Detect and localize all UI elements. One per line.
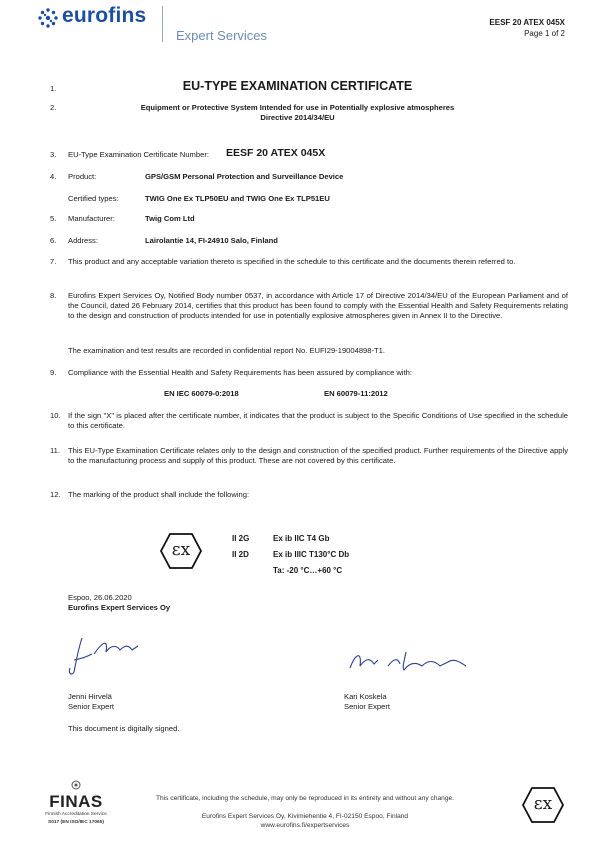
standard-2: EN 60079-11:2012 — [324, 389, 388, 398]
marking-group-1: II 2G — [232, 534, 250, 543]
division-name: Expert Services — [176, 28, 268, 43]
marking-group-2: II 2D — [232, 550, 249, 559]
eurofins-logo — [38, 4, 160, 30]
paragraph-8: Eurofins Expert Services Oy, Notified Body number 0537, in accordance with Article 17 of Directive 2014/34/EU of the European Parliament and of the Council, dated 26 February 2014, certifies that this product has been found to comply with the Essential Health and Safety Requirements relating to the design and construction of products intended for use in potentially explosive atmospheres given in Annex II to the Directive. — [68, 291, 568, 320]
signing-organisation: Eurofins Expert Services Oy — [68, 603, 171, 612]
item-number: 6. — [50, 236, 57, 245]
types-value: TWIG One Ex TLP50EU and TWIG One Ex TLP51EU — [145, 194, 330, 203]
paragraph-9: Compliance with the Essential Health and Safety Requirements has been assured by compliance with: — [68, 368, 413, 377]
page-title: EU-TYPE EXAMINATION CERTIFICATE — [182, 79, 413, 93]
paragraph-12: The marking of the product shall include the following: — [68, 490, 250, 499]
manufacturer-label: Manufacturer: — [68, 214, 115, 223]
signatory-1-title: Senior Expert — [68, 702, 115, 711]
finas-logo — [36, 780, 116, 836]
brand-name: eurofins — [62, 4, 147, 27]
item-number: 9. — [50, 368, 57, 377]
footer-website[interactable]: www.eurofins.fi/expertservices — [260, 822, 350, 829]
marking-code-2: Ex ib IIIC T130°C Db — [273, 550, 350, 559]
ex-symbol-text: εx — [171, 540, 191, 560]
header-cert-ref: EESF 20 ATEX 045X — [489, 18, 565, 27]
product-label: Product: — [68, 172, 97, 181]
cert-number-value: EESF 20 ATEX 045X — [226, 147, 326, 159]
item-number: 11. — [50, 446, 60, 455]
cert-number-label: EU-Type Examination Certificate Number: — [68, 150, 209, 159]
item-number: 8. — [50, 291, 57, 300]
paragraph-11: This EU-Type Examination Certificate relates only to the design and construction of the specified product. Further requirements of the Directive apply to the manufacturing process and supply of this product. These are not covered by this certificate. — [68, 446, 568, 465]
place-date: Espoo, 26.06.2020 — [68, 593, 132, 602]
subtitle-line1: Equipment or Protective System Intended for use in Potentially explosive atmospheres — [140, 103, 455, 112]
item-number: 5. — [50, 214, 57, 223]
address-label: Address: — [68, 236, 98, 245]
item-number: 10. — [50, 411, 61, 420]
signatory-2-title: Senior Expert — [344, 702, 391, 711]
subtitle-line2: Directive 2014/34/EU — [260, 113, 335, 122]
paragraph-8-report: The examination and test results are recorded in confidential report No. EUFI29-19004898-T1. — [68, 346, 386, 355]
manufacturer-value: Twig Com Ltd — [145, 214, 195, 223]
paragraph-10: If the sign "X" is placed after the certificate number, it indicates that the product is subject to the Specific Conditions of Use specified in the schedule to this certificate. — [68, 411, 568, 430]
finas-crown-icon — [69, 780, 83, 790]
digital-signature-note: This document is digitally signed. — [68, 724, 180, 733]
standard-1: EN IEC 60079-0:2018 — [164, 389, 239, 398]
marking-code-1: Ex ib IIC T4 Gb — [273, 534, 330, 543]
finas-accreditation: S017 (EN ISO/IEC 17065) — [48, 820, 104, 825]
footer-ex-symbol-text: εx — [533, 794, 553, 814]
item-number: 3. — [50, 150, 57, 159]
signatory-1-name: Jenni Hirvelä — [68, 692, 112, 701]
item-number: 2. — [50, 103, 57, 112]
address-value: Lairolantie 14, FI-24910 Salo, Finland — [145, 236, 278, 245]
item-number: 7. — [50, 257, 57, 266]
signatory-2-name: Kari Koskela — [344, 692, 387, 701]
types-label: Certified types: — [68, 194, 119, 203]
header-divider — [162, 6, 163, 42]
product-value: GPS/GSM Personal Protection and Surveillance Device — [145, 172, 344, 181]
finas-wordmark: FINAS — [49, 792, 103, 811]
eurofins-dots-icon — [38, 8, 58, 28]
finas-subtitle: Finnish Accreditation Service — [45, 812, 107, 817]
paragraph-7: This product and any acceptable variation thereto is specified in the schedule to this certificate and the documents therein referred to. — [68, 257, 516, 266]
signature-1 — [64, 632, 164, 682]
marking-ambient-temp: Ta: -20 °C…+60 °C — [273, 566, 343, 575]
item-number: 1. — [50, 84, 57, 93]
footer-ex-hexagon-icon — [522, 786, 564, 824]
footer-reproduction-note: This certificate, including the schedule, may only be reproduced in its entirety and without any change. — [156, 795, 454, 802]
footer-address: Eurofins Expert Services Oy, Kivimiehentie 4, FI-02150 Espoo, Finland — [201, 813, 409, 820]
ex-hexagon-icon — [160, 532, 202, 570]
item-number: 4. — [50, 172, 57, 181]
page-number: Page 1 of 2 — [524, 29, 565, 38]
signature-2 — [344, 648, 474, 678]
item-number: 12. — [50, 490, 61, 499]
